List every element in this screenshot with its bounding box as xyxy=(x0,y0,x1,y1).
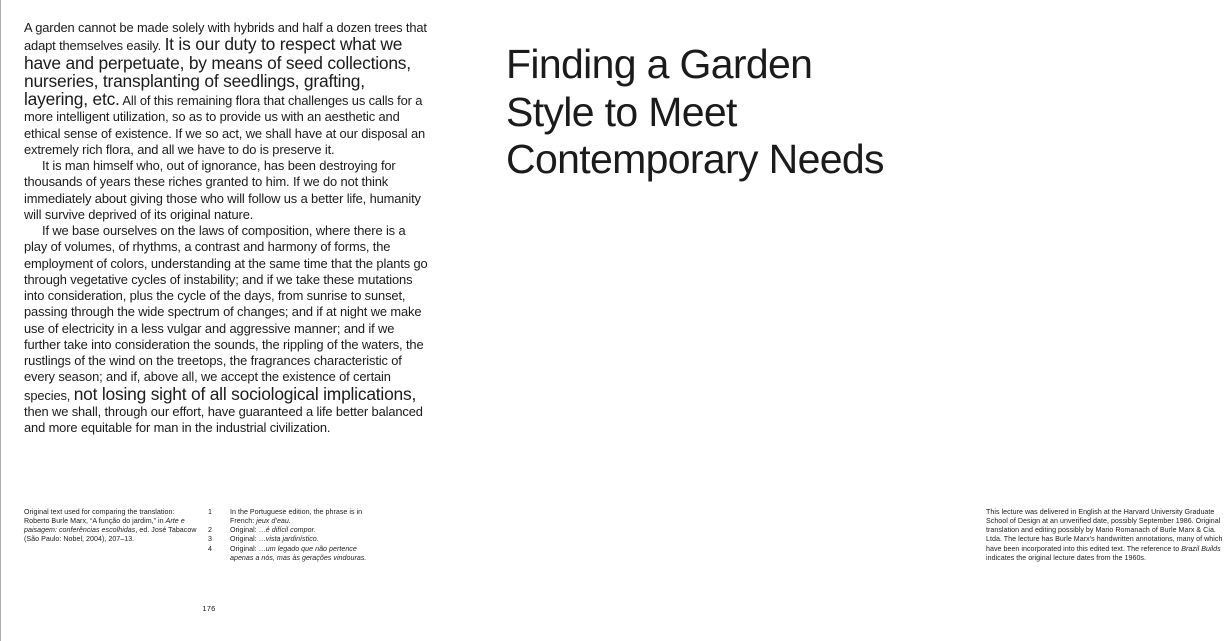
footnote-lecture-text-1: This lecture was delivered in English at the Harvard University Graduate School of Design at an unverified date, possibly September 1986. Original translation and editing possibly by Mario Romanach of Burle Marx & Cia. Ltda. The lecture has Burle Marx’s handwritten annotations, many of which have been incorporated into this edited text. The reference to xyxy=(986,508,1223,553)
footnote-note-number: 4 xyxy=(208,544,212,553)
footnote-note-text xyxy=(230,526,368,535)
footnote-note-item xyxy=(208,545,368,563)
paragraph-1-run-1: A garden cannot be made solely with hybrids and half a dozen trees that adapt themselves easily. xyxy=(24,20,427,54)
paragraph-3-run-1: If we base ourselves on the laws of composition, where there is a play of volumes, of rhythms, a contrast and harmony of forms, the employment of colors, understanding at the same time that the plants go through vegetative cycles of instability; and if we take these mutations into consideration, plus the cycle of the days, from sunrise to sunset, passing through the wide spectrum of changes; and if at night we make use of electricity in a less vulgar and aggressive manner; and if we further take into consideration the sounds, the rippling of the waters, the rustlings of the wind on the treetops, the fragrances characteristic of every season; and if, above all, we accept the existence of certain species, xyxy=(24,223,428,403)
footnote-lecture-text-2: indicates the original lecture dates from the 1960s. xyxy=(986,553,1146,562)
footnote-note-italic-1: vista jardinístico. xyxy=(265,535,319,544)
paragraph-1-run-3: All of this remaining flora that challenges us calls for a more intelligent utilization, so as to provide us with an aesthetic and ethical sense of existence. If we so act, we shall have at our disposal an extremely rich flora, and all we have to do is preserve it. xyxy=(24,93,426,157)
footnote-source xyxy=(24,508,200,545)
footnote-notes-list xyxy=(208,508,368,563)
footnote-note-text-1: In the Portuguese edition, the phrase is in French: xyxy=(230,508,363,526)
page-number-folio: 176 xyxy=(202,604,216,613)
footnote-note-italic-1: jeux d’eau. xyxy=(256,517,291,526)
footnote-source-text-2: , ed. José Tabacow (São Paulo: Nobel, 2004), 207–13. xyxy=(24,526,197,544)
footnote-note-text-1: Original: … xyxy=(230,535,266,544)
footnote-lecture-paragraph xyxy=(986,508,1228,563)
paragraph-2-text: It is man himself who, out of ignorance, has been destroying for thousands of years these riches granted to him. If we do not think immediately about giving those who will follow us a better life, humanity will survive deprived of its original nature. xyxy=(24,158,421,222)
left-page xyxy=(0,0,480,641)
footnote-note-text xyxy=(230,508,368,526)
footnote-note-item xyxy=(208,508,368,526)
body-text-column xyxy=(24,20,428,436)
footnote-source-paragraph xyxy=(24,508,200,545)
footnote-note-italic-1: um legado que não pertence apenas a nós, mas às gerações vindouras. xyxy=(230,544,367,562)
footnote-note-number: 2 xyxy=(208,526,212,535)
footnote-note-item xyxy=(208,535,368,544)
paragraph-3 xyxy=(24,223,428,436)
chapter-title-line-3: Contemporary Needs xyxy=(506,136,884,183)
footnote-note-italic-1: é difícil compor. xyxy=(265,526,316,535)
footnote-note-text-1: Original: … xyxy=(230,544,266,553)
footnote-lecture-note xyxy=(986,508,1228,563)
paragraph-1 xyxy=(24,20,428,158)
footnote-note-number: 3 xyxy=(208,535,212,544)
footnote-note-text xyxy=(230,535,368,544)
footnote-note-item xyxy=(208,526,368,535)
footnote-source-text-1: Original text used for comparing the translation: Roberto Burle Marx, “A função do jardim,” in xyxy=(24,508,175,526)
footnote-note-number: 1 xyxy=(208,508,212,516)
paragraph-1-emphasis: It is our duty to respect what we have and perpetuate, by means of seed collections, nurseries, transplanting of seedlings, grafting, layering, etc. xyxy=(24,34,411,109)
paragraph-3-run-3: then we shall, through our effort, have guaranteed a life better balanced and more equitable for man in the industrial civilization. xyxy=(24,403,423,435)
footnote-lecture-italic-1: Brazil Builds xyxy=(1181,544,1221,553)
chapter-title xyxy=(506,41,946,184)
paragraph-3-emphasis: not losing sight of all sociological implications, xyxy=(73,383,417,404)
chapter-title-line-2: Style to Meet xyxy=(506,88,737,135)
footnote-note-text-1: Original: … xyxy=(230,526,266,535)
paragraph-2 xyxy=(24,158,428,223)
footnote-note-text xyxy=(230,545,368,563)
chapter-title-line-1: Finding a Garden xyxy=(506,41,813,88)
right-page xyxy=(480,0,1223,641)
footnote-source-italic-1: Arte e paisagem: conferências escolhidas xyxy=(24,517,185,535)
